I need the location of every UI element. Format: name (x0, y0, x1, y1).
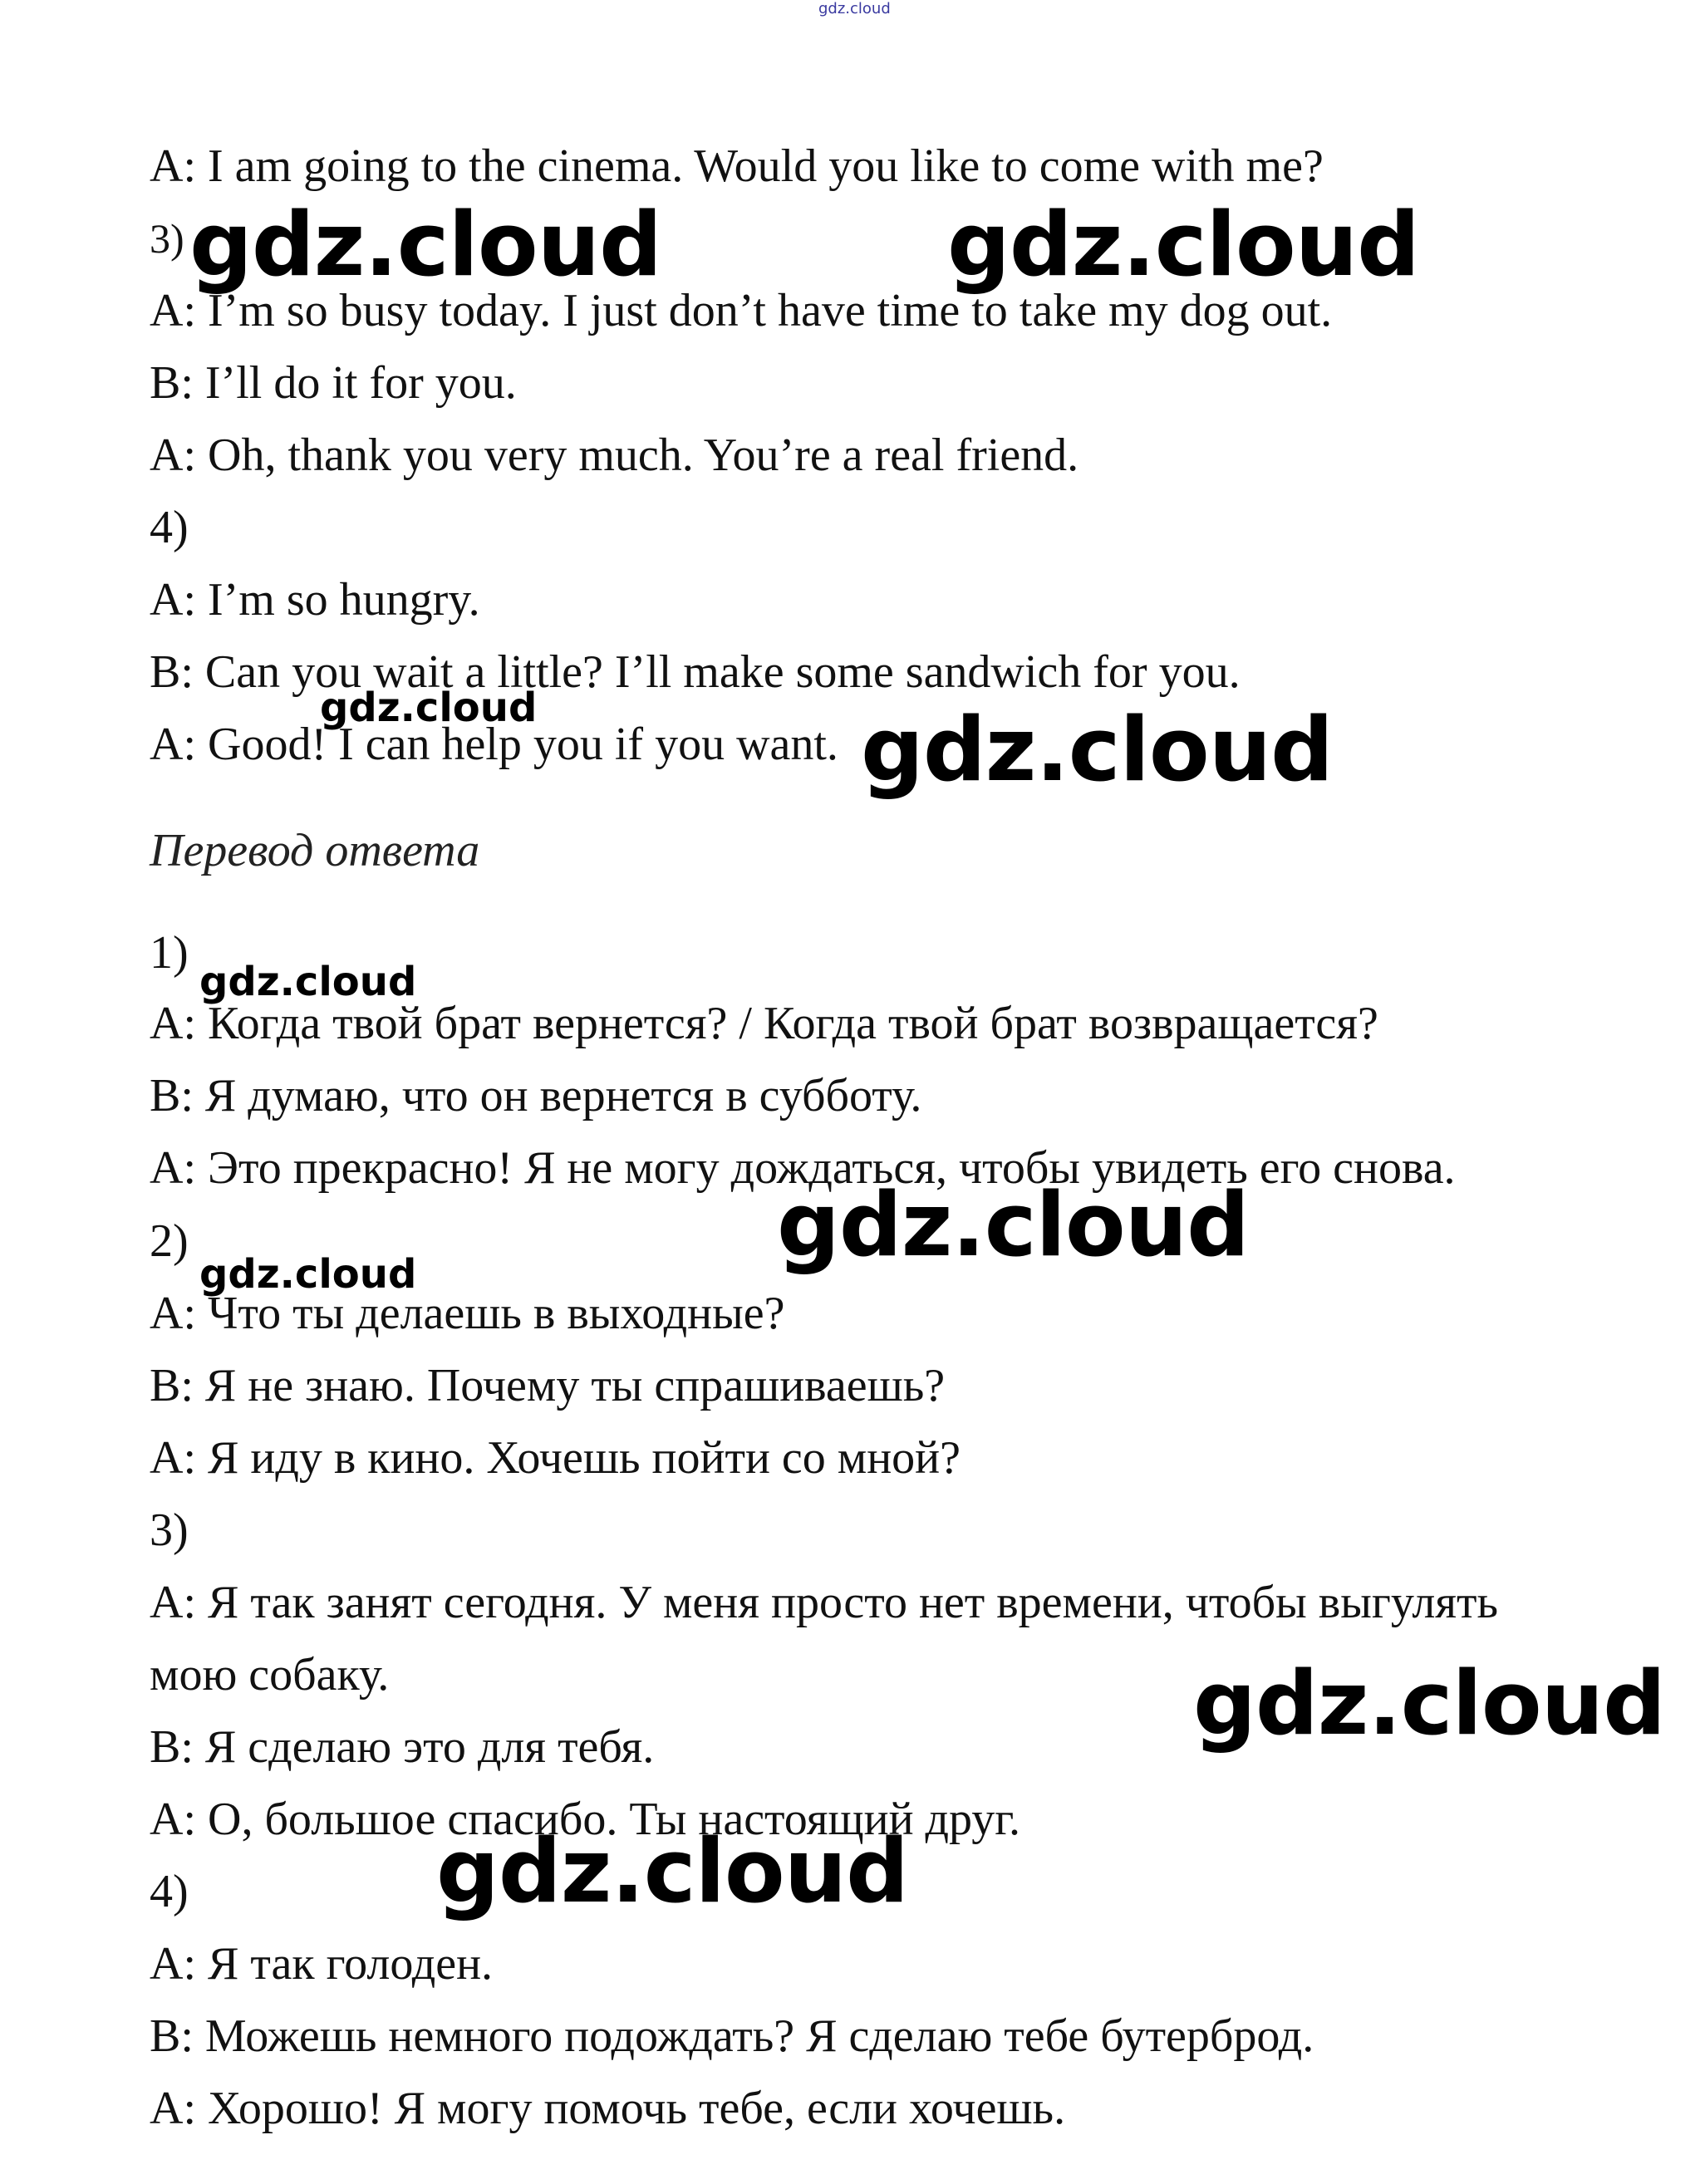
dialogue-line: A: Good! I can help you if you want. (150, 719, 838, 770)
dialogue-line: A: Я иду в кино. Хочешь пойти со мной? (150, 1432, 961, 1484)
dialogue-line: A: О, большое спасибо. Ты настоящий друг. (150, 1794, 1020, 1845)
dialogue-line: B: Я не знаю. Почему ты спрашиваешь? (150, 1360, 946, 1411)
watermark-large: gdz.cloud (436, 1820, 909, 1922)
dialogue-line: A: Хорошо! Я могу помочь тебе, если хочешь. (150, 2083, 1066, 2134)
dialogue-line: A: Это прекрасно! Я не могу дождаться, чтобы увидеть его снова. (150, 1142, 1456, 1194)
dialogue-line: A: I’m so hungry. (150, 574, 480, 626)
dialogue-line: B: Я думаю, что он вернется в субботу. (150, 1070, 922, 1121)
dialogue-line: A: Oh, thank you very much. You’re a real friend. (150, 429, 1079, 481)
watermark-large: gdz.cloud (777, 1174, 1250, 1276)
watermark-top: gdz.cloud (818, 0, 891, 17)
dialogue-line: A: Я так занят сегодня. У меня просто нет времени, чтобы выгулять (150, 1577, 1499, 1628)
dialogue-line: B: I’ll do it for you. (150, 357, 517, 409)
dialogue-number: 1) (150, 927, 189, 979)
watermark-medium: gdz.cloud (320, 685, 538, 731)
watermark-large: gdz.cloud (1193, 1652, 1666, 1755)
watermark-large: gdz.cloud (947, 194, 1420, 296)
dialogue-number: 2) (150, 1215, 189, 1267)
translation-heading: Перевод ответа (150, 825, 480, 876)
watermark-medium: gdz.cloud (199, 959, 417, 1005)
dialogue-number: 4) (150, 1866, 189, 1917)
dialogue-line: B: Можешь немного подождать? Я сделаю тебе бутерброд. (150, 2010, 1314, 2062)
dialogue-line: A: I am going to the cinema. Would you like to come with me? (150, 140, 1324, 192)
dialogue-line: A: Я так голоден. (150, 1938, 494, 1990)
dialogue-line: мою собаку. (150, 1649, 390, 1701)
dialogue-number: 3) (150, 215, 184, 262)
watermark-large: gdz.cloud (189, 194, 662, 296)
dialogue-line: A: Что ты делаешь в выходные? (150, 1288, 785, 1339)
watermark-large: gdz.cloud (861, 699, 1334, 801)
watermark-medium: gdz.cloud (199, 1251, 417, 1298)
dialogue-number: 4) (150, 502, 189, 553)
dialogue-line: A: Когда твой брат вернется? / Когда твой брат возвращается? (150, 998, 1378, 1049)
dialogue-line: B: Can you wait a little? I’ll make some sandwich for you. (150, 646, 1241, 698)
dialogue-line: A: I’m so busy today. I just don’t have time to take my dog out. (150, 285, 1333, 336)
dialogue-number: 3) (150, 1504, 189, 1556)
dialogue-line: B: Я сделаю это для тебя. (150, 1721, 655, 1773)
